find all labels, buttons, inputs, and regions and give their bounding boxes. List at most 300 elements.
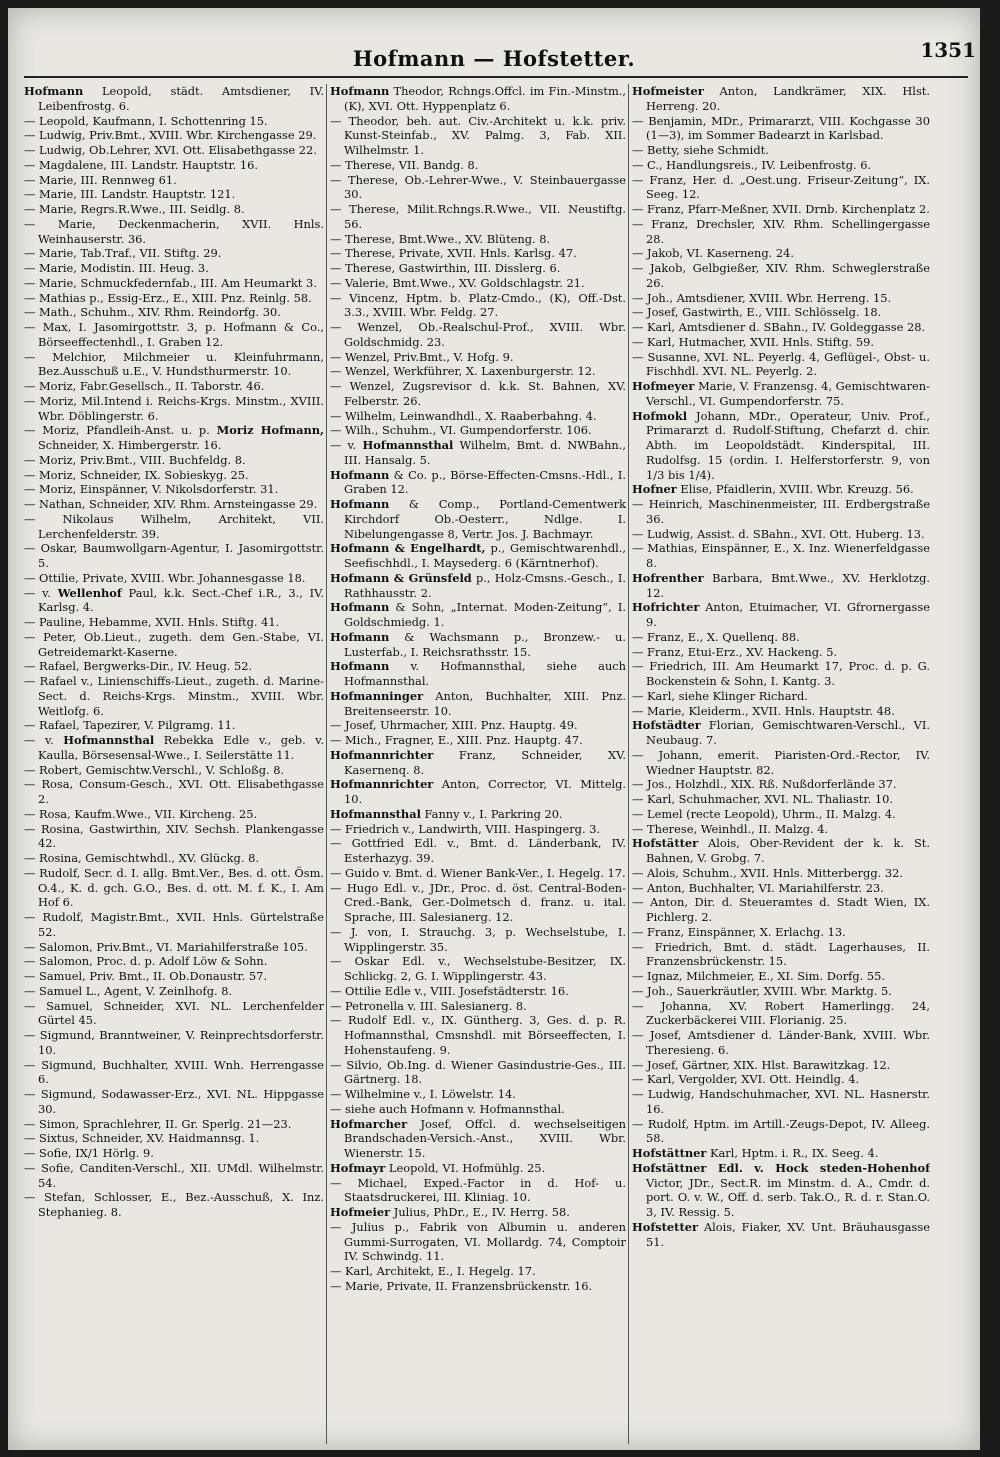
entry-text: — Josef, Uhrmacher, XIII. Pnz. Hauptg. 49. bbox=[330, 718, 578, 733]
entry-text: — Sofie, Canditen-Verschl., XII. UMdl. Wilhelmstr. 54. bbox=[24, 1160, 324, 1190]
directory-entry bbox=[632, 541, 930, 571]
entry-text: — Robert, Gemischtw.Verschl., V. Schloßg. 8. bbox=[24, 762, 285, 777]
entry-text: — Rafael, Tapezirer, V. Pilgramg. 11. bbox=[24, 718, 236, 733]
directory-entry bbox=[24, 276, 324, 291]
entry-text: — Wenzel, Ob.-Realschul-Prof., XVIII. Wbr. Goldschmidg. 23. bbox=[330, 320, 626, 349]
entry-text: — Joh., Sauerkräutler, XVIII. Wbr. Marktg. 5. bbox=[632, 983, 892, 998]
directory-entry bbox=[632, 114, 930, 144]
entry-text: Julius, PhDr., E., IV. Herrg. 58. bbox=[390, 1205, 570, 1219]
entry-text: Karl, Hptm. i. R., IX. Seeg. 4. bbox=[706, 1146, 879, 1160]
directory-entry bbox=[330, 364, 626, 379]
directory-entry bbox=[330, 158, 626, 173]
entry-text: Anton, Landkrämer, XIX. Hlst. Herreng. 20. bbox=[646, 84, 930, 113]
entry-text: — Johann, emerit. Piaristen-Ord.-Rector, IV. Wiedner Hauptstr. 82. bbox=[632, 747, 930, 777]
entry-text: Leopold, VI. Hofmühlg. 25. bbox=[385, 1160, 546, 1175]
directory-entry bbox=[330, 718, 626, 733]
directory-entry bbox=[330, 733, 626, 748]
directory-entry bbox=[24, 674, 324, 718]
directory-entry bbox=[24, 866, 324, 910]
directory-entry bbox=[632, 1028, 930, 1058]
entry-text: — Mich., Fragner, E., XIII. Pnz. Hauptg. 47. bbox=[330, 733, 583, 747]
entry-surname: Hofmokl bbox=[632, 408, 688, 423]
column-3 bbox=[632, 84, 930, 1450]
directory-entry bbox=[632, 718, 930, 748]
directory-entry bbox=[632, 748, 930, 778]
directory-entry bbox=[330, 379, 626, 409]
entry-text: — Michael, Exped.-Factor in d. Hof- u. Staatsdruckerei, III. Kliniag. 10. bbox=[330, 1175, 626, 1205]
entry-text: — Therese, Bmt.Wwe., XV. Blüteng. 8. bbox=[330, 231, 551, 246]
entry-text: — Salomon, Priv.Bmt., VI. Mariahilferstraße 105. bbox=[24, 939, 308, 954]
entry-text: — Ludwig, Assist. d. SBahn., XVI. Ott. Huberg. 13. bbox=[632, 526, 925, 541]
directory-entry bbox=[330, 999, 626, 1014]
entry-text: — Rosa, Consum-Gesch., XVI. Ott. Elisabethgasse 2. bbox=[24, 777, 324, 806]
directory-entry bbox=[632, 350, 930, 380]
directory-entry bbox=[632, 571, 930, 601]
directory-entry bbox=[24, 777, 324, 807]
entry-text: — Ludwig, Priv.Bmt., XVIII. Wbr. Kirchengasse 29. bbox=[24, 128, 317, 143]
directory-entry bbox=[330, 84, 626, 114]
entry-text: — Rudolf, Magistr.Bmt., XVII. Hnls. Gürtelstraße 52. bbox=[24, 910, 324, 939]
entry-text: Franz, Schneider, XV. Kasernenq. 8. bbox=[344, 747, 626, 777]
entry-text: — Johanna, XV. Robert Hamerlingg. 24, Zuckerbäckerei VIII. Florianig. 25. bbox=[632, 998, 930, 1028]
directory-entry bbox=[330, 881, 626, 925]
directory-entry bbox=[632, 984, 930, 999]
entry-text: — Jos., Holzhdl., XIX. Rß. Nußdorferlände 37. bbox=[632, 777, 897, 792]
directory-entry bbox=[632, 1220, 930, 1250]
directory-entry bbox=[330, 689, 626, 719]
entry-text: — Moriz, Pfandleih-Anst. u. p. Moriz Hofmann, Schneider, X. Himbergerstr. 16. bbox=[24, 423, 324, 452]
directory-entry bbox=[330, 777, 626, 807]
entry-text: — Heinrich, Maschinenmeister, III. Erdbergstraße 36. bbox=[632, 497, 930, 526]
directory-entry bbox=[24, 497, 324, 512]
entry-text: — Samuel L., Agent, V. Zeinlhofg. 8. bbox=[24, 983, 233, 998]
entry-text: — Ignaz, Milchmeier, E., XI. Sim. Dorfg. 55. bbox=[632, 969, 886, 983]
directory-entry bbox=[24, 969, 324, 984]
entry-text: — Petronella v. III. Salesianerg. 8. bbox=[330, 998, 527, 1013]
directory-entry bbox=[330, 1013, 626, 1057]
entry-text: — Oskar, Baumwollgarn-Agentur, I. Jasomirgottstr. 5. bbox=[24, 541, 324, 570]
entry-surname: Hofrenther bbox=[632, 570, 704, 585]
entry-text: p., Gemischtwarenhdl., Seefischhdl., I. Maysederg. 6 (Kärntnerhof). bbox=[344, 541, 626, 570]
entry-text: — Mathias p., Essig-Erz., E., XIII. Pnz. Reinlg. 58. bbox=[24, 290, 312, 305]
entry-text: — Friedrich v., Landwirth, VIII. Haspingerg. 3. bbox=[330, 821, 601, 836]
directory-entry bbox=[632, 1117, 930, 1147]
entry-text: & Wachsmann p., Bronzew.- u. Lusterfab., I. Reichsrathsstr. 15. bbox=[344, 629, 626, 659]
directory-entry bbox=[330, 202, 626, 232]
directory-entry bbox=[24, 1058, 324, 1088]
entry-text: — Franz, Einspänner, X. Erlachg. 13. bbox=[632, 924, 846, 939]
entry-text: Leopold, städt. Amtsdiener, IV. Leibenfrostg. 6. bbox=[38, 84, 324, 113]
directory-entry bbox=[330, 1102, 626, 1117]
entry-text: — v. Wellenhof Paul, k.k. Sect.-Chef i.R., 3., IV. Karlsg. 4. bbox=[24, 585, 324, 615]
directory-entry bbox=[632, 497, 930, 527]
directory-entry bbox=[632, 645, 930, 660]
directory-entry bbox=[330, 291, 626, 321]
entry-text: — Moriz, Mil.Intend i. Reichs-Krgs. Minstm., XVIII. Wbr. Döblingerstr. 6. bbox=[24, 393, 324, 423]
entry-surname: Hofmann bbox=[24, 84, 84, 98]
column-divider bbox=[628, 84, 629, 1444]
entry-surname: Hofmeier bbox=[330, 1205, 391, 1219]
entry-inline-name-visible: Moriz Hofmann, bbox=[216, 423, 324, 438]
entry-surname: Hofmann bbox=[330, 84, 390, 98]
entry-text: — Marie, Deckenmacherin, XVII. Hnls. Weinhauserstr. 36. bbox=[24, 216, 324, 246]
directory-entry bbox=[632, 143, 930, 158]
entry-text: Anton, Etuimacher, VI. Gfrornergasse 9. bbox=[646, 600, 930, 629]
directory-entry bbox=[330, 541, 626, 571]
directory-entry bbox=[24, 1131, 324, 1146]
directory-entry bbox=[24, 202, 324, 217]
entry-text: — Moriz, Einspänner, V. Nikolsdorferstr. 31. bbox=[24, 482, 279, 497]
entry-text: — Nathan, Schneider, XIV. Rhm. Arnsteingasse 29. bbox=[24, 497, 318, 511]
entry-text: Florian, Gemischtwaren-Verschl., VI. Neubaug. 7. bbox=[646, 718, 930, 747]
entry-text: Alois, Ober-Revident der k. k. St. Bahnen, V. Grobg. 7. bbox=[646, 836, 930, 865]
entry-text: — Rafael v., Linienschiffs-Lieut., zugeth. d. Marine-Sect. d. Reichs-Krgs. Minstm., XVIII. Wbr. Weitlofg. 6. bbox=[24, 674, 324, 718]
directory-entry bbox=[632, 792, 930, 807]
directory-entry bbox=[632, 305, 930, 320]
entry-text: — Rosina, Gastwirthin, XIV. Sechsh. Plankengasse 42. bbox=[24, 821, 324, 851]
directory-entry bbox=[330, 630, 626, 660]
entry-text: — Friedrich, Bmt. d. städt. Lagerhauses, II. Franzensbrückenstr. 15. bbox=[632, 939, 930, 969]
entry-text: Alois, Fiaker, XV. Unt. Bräuhausgasse 51. bbox=[646, 1219, 930, 1249]
directory-entry bbox=[24, 1190, 324, 1220]
directory-entry bbox=[632, 335, 930, 350]
entry-text: — Marie, Schmuckfedernfab., III. Am Heumarkt 3. bbox=[24, 275, 317, 290]
directory-entry bbox=[330, 807, 626, 822]
entry-text: — Sigmund, Buchhalter, XVIII. Wnh. Herrengasse 6. bbox=[24, 1057, 324, 1087]
directory-entry bbox=[24, 718, 324, 733]
entry-text: Barbara, Bmt.Wwe., XV. Herklotzg. 12. bbox=[646, 570, 930, 600]
entry-text: — siehe auch Hofmann v. Hofmannsthal. bbox=[330, 1101, 565, 1116]
entry-text: — Valerie, Bmt.Wwe., XV. Goldschlagstr. 21. bbox=[330, 275, 585, 290]
directory-entry bbox=[632, 1146, 930, 1161]
entry-text: — Hugo Edl. v., JDr., Proc. d. öst. Central-Boden-Cred.-Bank, Ger.-Dolmetsch d. franz. u. ital. Sprache, III. Salesianerg. 12. bbox=[330, 880, 626, 924]
directory-entry bbox=[24, 143, 324, 158]
entry-surname: Hofmannrichter bbox=[330, 777, 434, 792]
entry-text: — Vincenz, Hptm. b. Platz-Cmdo., (K), Off.-Dst. 3.3., XVIII. Wbr. Feldg. 27. bbox=[330, 290, 626, 320]
entry-surname: Hofmann bbox=[330, 600, 390, 615]
directory-entry bbox=[632, 1058, 930, 1073]
directory-entry bbox=[24, 807, 324, 822]
entry-surname: Hofmayr bbox=[330, 1160, 386, 1175]
directory-entry bbox=[330, 173, 626, 203]
entry-surname: Hofmann bbox=[330, 659, 390, 674]
directory-entry bbox=[24, 394, 324, 424]
entry-text: — Magdalene, III. Landstr. Hauptstr. 16. bbox=[24, 157, 259, 172]
entry-text: Anton, Buchhalter, XIII. Pnz. Breitenseerstr. 10. bbox=[344, 688, 626, 718]
entry-text: — v. Hofmannsthal Wilhelm, Bmt. d. NWBahn., III. Hansalg. 5. bbox=[330, 438, 626, 467]
entry-text: — Karl, Architekt, E., I. Hegelg. 17. bbox=[330, 1264, 536, 1278]
directory-entry bbox=[24, 659, 324, 674]
entry-text: — Marie, Modistin. III. Heug. 3. bbox=[24, 261, 209, 275]
entry-text: — Josef, Gastwirth, E., VIII. Schlösselg. 18. bbox=[632, 305, 882, 320]
entry-text: Johann, MDr., Operateur, Univ. Prof., Primararzt d. Rudolf-Stiftung, Chefarzt d. chir. Abth. im Leopoldstädt. Kinderspital, III. Rudolfsg. 15 (ordin. I. Helferstorferstr. 9, von 1/3 bis 1/4). bbox=[646, 408, 930, 482]
entry-text: — Ottilie Edle v., VIII. Josefstädterstr. 16. bbox=[330, 983, 569, 998]
entry-text: — Marie, III. Landstr. Hauptstr. 121. bbox=[24, 187, 236, 202]
running-head: Hofmann — Hofstetter. bbox=[352, 46, 636, 71]
entry-text: — J. von, I. Strauchg. 3, p. Wechselstube, I. Wipplingerstr. 35. bbox=[330, 924, 626, 954]
entry-text: v. Hofmannsthal, siehe auch Hofmannsthal. bbox=[344, 659, 626, 688]
directory-entry bbox=[330, 600, 626, 630]
entry-text: — Franz, Pfarr-Meßner, XVII. Drnb. Kirchenplatz 2. bbox=[632, 202, 930, 216]
directory-entry bbox=[632, 600, 930, 630]
directory-entry bbox=[24, 999, 324, 1029]
entry-text: — Josef, Amtsdiener d. Länder-Bank, XVIII. Wbr. Theresieng. 6. bbox=[632, 1028, 930, 1057]
entry-text: Victor, JDr., Sect.R. im Minstm. d. A., Cmdr. d. port. O. v. W., Off. d. serb. Tak.O., R. d. r. Stan.O. 3, IV. Ressig. 5. bbox=[646, 1175, 930, 1219]
directory-entry bbox=[24, 217, 324, 247]
directory-entry bbox=[330, 276, 626, 291]
entry-surname: Hofstätter bbox=[632, 836, 699, 851]
entry-surname: Hofmann bbox=[330, 497, 390, 511]
entry-text: — Max, I. Jasomirgottstr. 3, p. Hofmann & Co., Börseeffectenhdl., I. Graben 12. bbox=[24, 320, 324, 349]
header-rule bbox=[24, 76, 968, 78]
directory-entry bbox=[24, 173, 324, 188]
entry-text: — Friedrich, III. Am Heumarkt 17, Proc. d. p. G. Bockenstein & Sohn, I. Kantg. 3. bbox=[632, 659, 930, 688]
page-number: 1351 bbox=[920, 38, 976, 62]
entry-inline-name-visible: Wellenhof bbox=[57, 585, 122, 600]
entry-text: — Therese, Milit.Rchngs.R.Wwe., VII. Neustiftg. 56. bbox=[330, 202, 626, 231]
entry-text: — Wilhelm, Leinwandhdl., X. Raaberbahng. 4. bbox=[330, 408, 597, 423]
directory-entry bbox=[330, 836, 626, 866]
directory-entry bbox=[632, 777, 930, 792]
entry-text: — Ludwig, Handschuhmacher, XVI. NL. Hasnerstr. 16. bbox=[632, 1087, 930, 1116]
directory-entry bbox=[632, 689, 930, 704]
directory-entry bbox=[632, 261, 930, 291]
directory-entry bbox=[632, 630, 930, 645]
entry-text: — Sigmund, Branntweiner, V. Reinprechtsdorferstr. 10. bbox=[24, 1028, 324, 1057]
directory-entry bbox=[24, 261, 324, 276]
directory-entry bbox=[632, 822, 930, 837]
directory-entry bbox=[632, 704, 930, 719]
entry-text: — Anton, Dir. d. Steueramtes d. Stadt Wien, IX. Pichlerg. 2. bbox=[632, 895, 930, 924]
directory-entry bbox=[330, 114, 626, 158]
directory-entry bbox=[330, 1117, 626, 1161]
directory-entry bbox=[24, 851, 324, 866]
directory-entry bbox=[24, 468, 324, 483]
entry-text: — Alois, Schuhm., XVII. Hnls. Mitterbergg. 32. bbox=[632, 865, 903, 880]
directory-entry bbox=[330, 1058, 626, 1088]
entry-text: — Therese, Ob.-Lehrer-Wwe., V. Steinbauergasse 30. bbox=[330, 172, 626, 202]
entry-text: — Rosina, Gemischtwhdl., XV. Glückg. 8. bbox=[24, 851, 259, 865]
entry-text: Anton, Corrector, VI. Mittelg. 10. bbox=[344, 777, 626, 806]
directory-entry bbox=[24, 1028, 324, 1058]
directory-entry bbox=[330, 1176, 626, 1206]
entry-text: — Joh., Amtsdiener, XVIII. Wbr. Herreng. 15. bbox=[632, 290, 892, 305]
entry-text: — Rudolf, Secr. d. I. allg. Bmt.Ver., Bes. d. ott. Ösm. O.4., K. d. gch. G.O., Bes. d. ott. M. f. K., I. Am Hof 6. bbox=[24, 865, 324, 910]
directory-entry bbox=[24, 187, 324, 202]
entry-surname: Hofmann & Grünsfeld bbox=[330, 570, 472, 585]
entry-text: — Ottilie, Private, XVIII. Wbr. Johannesgasse 18. bbox=[24, 570, 306, 585]
entry-text: Fanny v., I. Parkring 20. bbox=[420, 806, 563, 821]
directory-entry bbox=[24, 630, 324, 660]
entry-text: — Silvio, Ob.Ing. d. Wiener Gasindustrie-Ges., III. Gärtnerg. 18. bbox=[330, 1057, 626, 1087]
entry-text: — Jakob, Gelbgießer, XIV. Rhm. Schweglerstraße 26. bbox=[632, 261, 930, 290]
entry-text: & Sohn, „Internat. Moden-Zeitung“, I. Goldschmiedg. 1. bbox=[344, 600, 626, 629]
directory-entry bbox=[632, 881, 930, 896]
entry-text: — Therese, Gastwirthin, III. Disslerg. 6. bbox=[330, 261, 561, 275]
directory-entry bbox=[632, 482, 930, 497]
directory-entry bbox=[330, 232, 626, 247]
entry-text: — Guido v. Bmt. d. Wiener Bank-Ver., I. Hegelg. 17. bbox=[330, 865, 626, 880]
entry-text: — Sofie, IX/1 Hörlg. 9. bbox=[24, 1146, 154, 1160]
directory-entry bbox=[632, 84, 930, 114]
entry-text: — Wenzel, Priv.Bmt., V. Hofg. 9. bbox=[330, 349, 514, 364]
entry-text: — Simon, Sprachlehrer, II. Gr. Sperlg. 21—23. bbox=[24, 1116, 292, 1131]
entry-text: — Karl, Schuhmacher, XVI. NL. Thaliastr. 10. bbox=[632, 792, 893, 806]
directory-entry bbox=[330, 1205, 626, 1220]
entry-text: — Wenzel, Werkführer, X. Laxenburgerstr. 12. bbox=[330, 364, 596, 379]
entry-text: — Oskar Edl. v., Wechselstube-Besitzer, IX. Schlickg. 2, G. I. Wipplingerstr. 43. bbox=[330, 954, 626, 983]
directory-entry bbox=[330, 1087, 626, 1102]
directory-entry bbox=[632, 999, 930, 1029]
entry-text: — Sixtus, Schneider, XV. Haidmannsg. 1. bbox=[24, 1131, 260, 1146]
directory-entry bbox=[24, 114, 324, 129]
entry-surname: Hofmann bbox=[330, 467, 390, 482]
entry-surname: Hofstetter bbox=[632, 1219, 698, 1234]
directory-page bbox=[8, 8, 980, 1450]
entry-text: Marie, V. Franzensg. 4, Gemischtwaren-Verschl., VI. Gumpendorferstr. 75. bbox=[646, 379, 930, 408]
column-2 bbox=[330, 84, 626, 1450]
entry-text: — Karl, Vergolder, XVI. Ott. Heindlg. 4. bbox=[632, 1072, 860, 1087]
directory-entry bbox=[330, 659, 626, 689]
entry-text: — Pauline, Hebamme, XVII. Hnls. Stiftg. 41. bbox=[24, 615, 280, 629]
entry-text: — Theodor, beh. aut. Civ.-Architekt u. k.k. priv. Kunst-Steinfab., XV. Palmg. 3, Fab. XII. Wilhelmstr. 1. bbox=[330, 113, 626, 157]
entry-surname: Hofmann & Engelhardt, bbox=[330, 541, 486, 556]
entry-text: — Rosa, Kaufm.Wwe., VII. Kircheng. 25. bbox=[24, 806, 258, 821]
entry-text: & Co. p., Börse-Effecten-Cmsns.-Hdl., I. Graben 12. bbox=[344, 467, 626, 497]
entry-text: Theodor, Rchngs.Offcl. im Fin.-Minstm., (K), XVI. Ott. Hyppenplatz 6. bbox=[344, 84, 626, 113]
entry-text: p., Holz-Cmsns.-Gesch., I. Rathhausstr. 2. bbox=[344, 570, 626, 600]
directory-entry bbox=[330, 438, 626, 468]
directory-entry bbox=[24, 320, 324, 350]
directory-entry bbox=[24, 733, 324, 763]
directory-entry bbox=[632, 527, 930, 542]
entry-text: — Therese, Weinhdl., II. Malzg. 4. bbox=[632, 821, 829, 836]
entry-text: — Susanne, XVI. NL. Peyerlg. 4, Geflügel-, Obst- u. Fischhdl. XVI. NL. Peyerlg. 2. bbox=[632, 349, 930, 379]
directory-entry bbox=[330, 571, 626, 601]
entry-surname: Hofmann bbox=[330, 629, 390, 644]
directory-entry bbox=[330, 822, 626, 837]
directory-entry bbox=[24, 350, 324, 380]
entry-text: Josef, Offcl. d. wechselseitigen Brandschaden-Versich.-Anst., XVIII. Wbr. Wienerstr. 15. bbox=[344, 1116, 626, 1160]
entry-text: — Franz, E., X. Quellenq. 88. bbox=[632, 629, 800, 644]
directory-entry bbox=[24, 763, 324, 778]
entry-surname: Hofstättner bbox=[632, 1146, 707, 1160]
entry-text: — Anton, Buchhalter, VI. Mariahilferstr. 23. bbox=[632, 880, 884, 895]
directory-entry bbox=[330, 320, 626, 350]
directory-entry bbox=[632, 291, 930, 306]
directory-entry bbox=[632, 807, 930, 822]
entry-text: — Mathias, Einspänner, E., X. Inz. Wienerfeldgasse 8. bbox=[632, 541, 930, 570]
entry-text: — Rudolf, Hptm. im Artill.-Zeugs-Depot, IV. Alleeg. 58. bbox=[632, 1116, 930, 1146]
entry-text: — C., Handlungsreis., IV. Leibenfrostg. 6. bbox=[632, 157, 872, 172]
entry-text: — Rafael, Bergwerks-Dir., IV. Heug. 52. bbox=[24, 659, 253, 674]
entry-text: — Franz, Etui-Erz., XV. Hackeng. 5. bbox=[632, 644, 838, 659]
entry-surname: Hofrichter bbox=[632, 600, 700, 615]
entry-text: — Salomon, Proc. d. p. Adolf Löw & Sohn. bbox=[24, 954, 268, 969]
directory-entry bbox=[632, 173, 930, 203]
directory-entry bbox=[330, 409, 626, 424]
directory-entry bbox=[632, 1087, 930, 1117]
entry-text: — Moriz, Fabr.Gesellsch., II. Taborstr. 46. bbox=[24, 379, 265, 393]
directory-entry bbox=[24, 1146, 324, 1161]
entry-surname: Hofmanninger bbox=[330, 688, 424, 703]
directory-entry bbox=[24, 423, 324, 453]
entry-text: — Math., Schuhm., XIV. Rhm. Reindorfg. 30. bbox=[24, 305, 281, 320]
directory-entry bbox=[632, 836, 930, 866]
entry-surname: Hofmannrichter bbox=[330, 747, 434, 762]
directory-entry bbox=[632, 320, 930, 335]
directory-entry bbox=[632, 379, 930, 409]
entry-text: — Franz, Drechsler, XIV. Rhm. Schellingergasse 28. bbox=[632, 216, 930, 246]
directory-entry bbox=[24, 1161, 324, 1191]
entry-text: — Wilh., Schuhm., VI. Gumpendorferstr. 106. bbox=[330, 423, 592, 438]
directory-entry bbox=[24, 984, 324, 999]
directory-entry bbox=[330, 925, 626, 955]
directory-entry bbox=[632, 969, 930, 984]
entry-text: — Marie, Kleiderm., XVII. Hnls. Hauptstr. 48. bbox=[632, 703, 895, 718]
entry-text: — Jakob, VI. Kaserneng. 24. bbox=[632, 246, 795, 261]
entry-text: & Comp., Portland-Cementwerk Kirchdorf Ob.-Oesterr., Ndlge. I. Nibelungengasse 8, Vertr. Jos. J. Bachmayr. bbox=[344, 497, 626, 541]
entry-text: — Moriz, Priv.Bmt., VIII. Buchfeldg. 8. bbox=[24, 452, 246, 467]
entry-text: — Therese, VII. Bandg. 8. bbox=[330, 157, 479, 172]
entry-text: Elise, Pfaidlerin, XVIII. Wbr. Kreuzg. 56. bbox=[676, 482, 914, 497]
entry-text: — Nikolaus Wilhelm, Architekt, VII. Lerchenfelderstr. 39. bbox=[24, 511, 324, 541]
directory-entry bbox=[632, 1072, 930, 1087]
entry-text: — Lemel (recte Leopold), Uhrm., II. Malzg. 4. bbox=[632, 806, 896, 821]
directory-entry bbox=[24, 571, 324, 586]
directory-entry bbox=[632, 158, 930, 173]
directory-entry bbox=[330, 984, 626, 999]
entry-text: — Benjamin, MDr., Primararzt, VIII. Kochgasse 30 (1—3), im Sommer Badearzt in Karlsbad. bbox=[632, 113, 930, 143]
entry-text: — Moriz, Schneider, IX. Sobieskyg. 25. bbox=[24, 467, 249, 482]
directory-entry bbox=[632, 925, 930, 940]
directory-entry bbox=[24, 84, 324, 114]
entry-text: — Therese, Private, XVII. Hnls. Karlsg. 47. bbox=[330, 246, 577, 261]
directory-entry bbox=[330, 1220, 626, 1264]
directory-entry bbox=[24, 586, 324, 616]
directory-entry bbox=[330, 866, 626, 881]
directory-entry bbox=[330, 1161, 626, 1176]
directory-entry bbox=[24, 512, 324, 542]
directory-entry bbox=[330, 748, 626, 778]
entry-surname: Hofner bbox=[632, 482, 677, 497]
entry-text: — Wilhelmine v., I. Löwelstr. 14. bbox=[330, 1087, 516, 1101]
directory-entry bbox=[24, 158, 324, 173]
entry-text: — Wenzel, Zugsrevisor d. k.k. St. Bahnen, XV. Felberstr. 26. bbox=[330, 379, 626, 408]
directory-entry bbox=[330, 954, 626, 984]
directory-entry bbox=[24, 1087, 324, 1117]
entry-text: — v. Hofmannsthal Rebekka Edle v., geb. v. Kaulla, Börsesensal-Wwe., I. Seilerstätte 11. bbox=[24, 733, 324, 762]
entry-text: — Sigmund, Sodawasser-Erz., XVI. NL. Hippgasse 30. bbox=[24, 1087, 324, 1116]
column-1 bbox=[24, 84, 324, 1450]
directory-entry bbox=[24, 305, 324, 320]
directory-entry bbox=[632, 940, 930, 970]
entry-text: — Marie, Private, II. Franzensbrückenstr. 16. bbox=[330, 1278, 593, 1293]
entry-inline-name-visible: Hofmannsthal bbox=[362, 438, 454, 452]
entry-text: — Karl, Hutmacher, XVII. Hnls. Stiftg. 59. bbox=[632, 334, 875, 349]
directory-entry bbox=[24, 822, 324, 852]
directory-entry bbox=[24, 379, 324, 394]
entry-text: — Samuel, Schneider, XVI. NL. Lerchenfelder Gürtel 45. bbox=[24, 998, 324, 1028]
entry-surname: Hofstättner Edl. v. Hock steden-Hohenhof bbox=[632, 1160, 930, 1175]
directory-entry bbox=[330, 246, 626, 261]
directory-entry bbox=[24, 940, 324, 955]
directory-entry bbox=[24, 291, 324, 306]
entry-text: — Julius p., Fabrik von Albumin u. anderen Gummi-Surrogaten, VI. Mollardg. 74, Comptoir IV. Schwindg. 11. bbox=[330, 1219, 626, 1264]
directory-entry bbox=[632, 1161, 930, 1220]
directory-entry bbox=[632, 409, 930, 483]
directory-entry bbox=[24, 128, 324, 143]
